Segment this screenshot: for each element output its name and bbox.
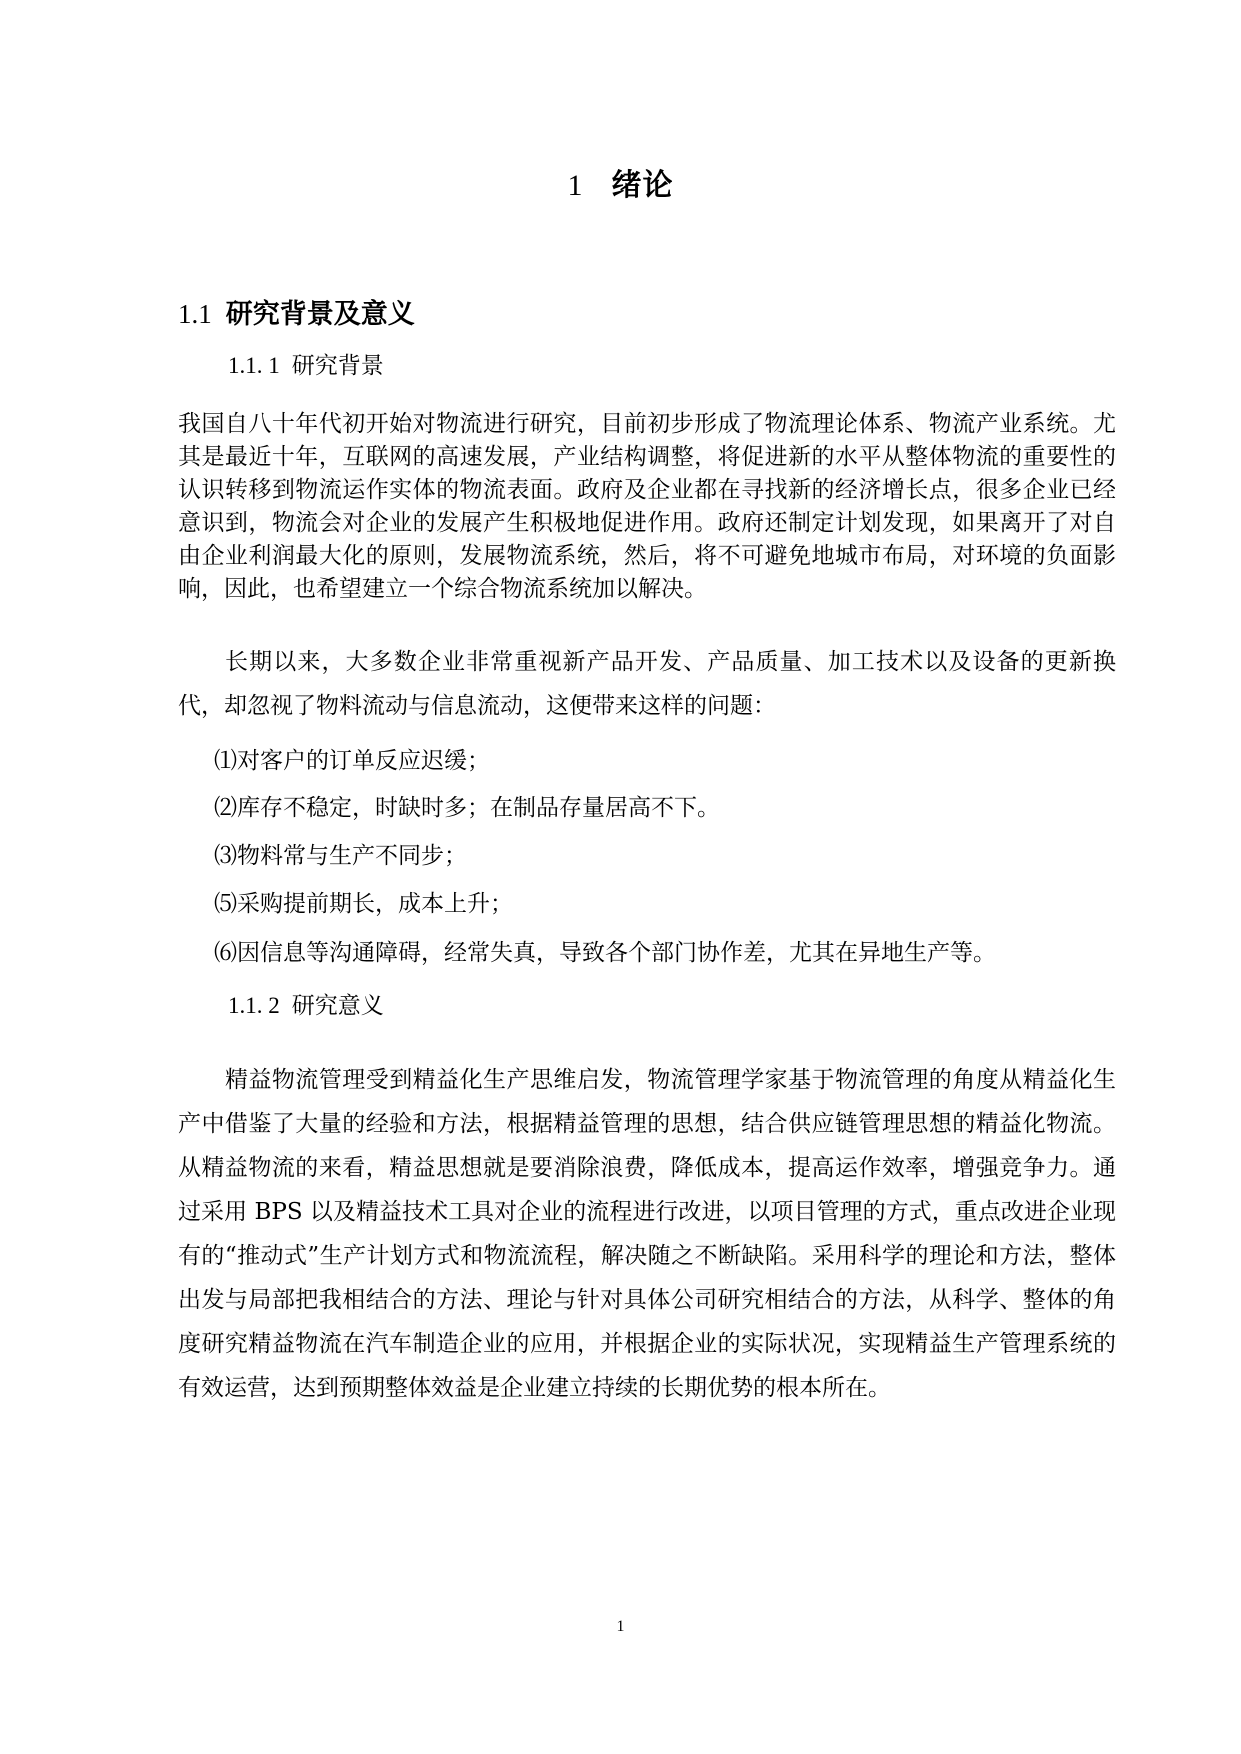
chapter-number: 1 — [567, 169, 584, 202]
page-number: 1 — [616, 1618, 625, 1635]
problem-text: 对客户的订单反应迟缓； — [237, 748, 490, 774]
paragraph-background-1: 我国自八十年代初开始对物流进行研究，目前初步形成了物流理论体系、物流产业系统。尤其是最近十年，互联网的高速发展，产业结构调整，将促进新的水平从整体物流的重要性的认识转移到物流运作实体的物流表面。政府及企业都在寻找新的经济增长点，很多企业已经意识到，物流会对企业的发展产生积极地促进作用。政府还制定计划发现，如果离开了对自由企业利润最大化的原则，发展物流系统，然后，将不可避免地城市布局，对环境的负面影响，因此，也希望建立一个综合物流系统加以解决。 — [178, 411, 1116, 602]
problem-item-2 — [214, 792, 720, 824]
problem-text: 库存不稳定，时缺时多；在制品存量居高不下。 — [237, 795, 720, 821]
subsection-title: 研究意义 — [291, 993, 384, 1019]
problem-item-4 — [214, 888, 513, 920]
problem-marker: ⑹ — [214, 940, 237, 965]
problem-item-1 — [214, 745, 490, 777]
problem-text: 物料常与生产不同步； — [237, 843, 467, 869]
problem-marker: ⑵ — [214, 795, 237, 820]
section-heading — [178, 292, 415, 331]
problem-item-5 — [214, 937, 996, 969]
subsection-heading-background — [228, 347, 384, 380]
subsection-number: 1.1. 2 — [228, 993, 280, 1018]
problem-marker: ⑶ — [214, 843, 237, 868]
problem-marker: ⑸ — [214, 891, 237, 916]
section-number: 1.1 — [178, 299, 212, 329]
subsection-heading-significance — [228, 987, 384, 1020]
subsection-number: 1.1. 1 — [228, 353, 280, 378]
problem-text: 采购提前期长，成本上升； — [237, 891, 513, 917]
paragraph-significance: 精益物流管理受到精益化生产思维启发，物流管理学家基于物流管理的角度从精益化生产中借鉴了大量的经验和方法，根据精益管理的思想，结合供应链管理思想的精益化物流。从精益物流的来看，精益思想就是要消除浪费，降低成本，提高运作效率，增强竞争力。通过采用 BPS 以及精益技术工具对企业的流程进行改进，以项目管理的方式，重点改进企业现有的“推动式”生产计划方式和物流流程，解决随之不断缺陷。采用科学的理论和方法，整体出发与局部把我相结合的方法、理论与针对具体公司研究相结合的方法，从科学、整体的角度研究精益物流在汽车制造企业的应用，并根据企业的实际状况，实现精益生产管理系统的有效运营，达到预期整体效益是企业建立持续的长期优势的根本所在。 — [178, 1067, 1116, 1401]
chapter-title — [0, 160, 1241, 204]
problem-item-3 — [214, 840, 467, 872]
problem-marker: ⑴ — [214, 748, 237, 773]
subsection-title: 研究背景 — [291, 353, 384, 379]
problem-text: 因信息等沟通障碍，经常失真，导致各个部门协作差，尤其在异地生产等。 — [237, 940, 996, 966]
section-title: 研究背景及意义 — [225, 299, 415, 330]
paragraph-background-2: 长期以来，大多数企业非常重视新产品开发、产品质量、加工技术以及设备的更新换代，却忽视了物料流动与信息流动，这便带来这样的问题： — [178, 649, 1116, 719]
chapter-title-text: 绪论 — [611, 168, 674, 203]
